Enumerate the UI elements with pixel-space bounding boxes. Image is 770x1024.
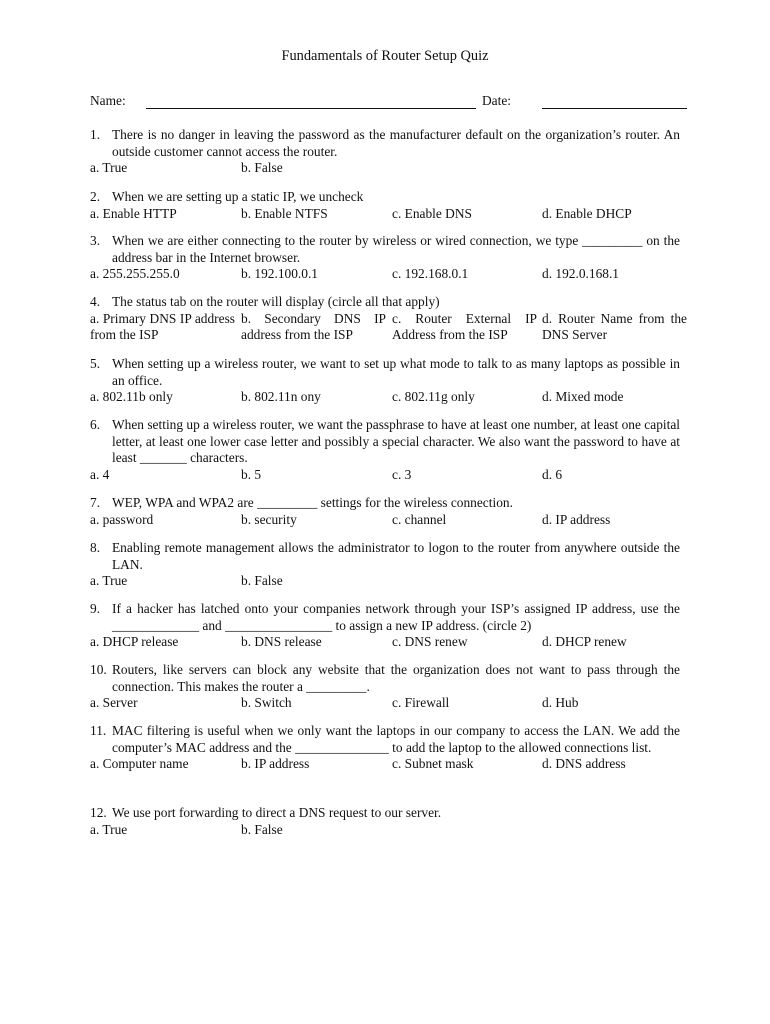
- question-text: [90, 662, 680, 695]
- option-a[interactable]: a. 4: [90, 466, 110, 482]
- option-b[interactable]: b. Enable NTFS: [241, 205, 328, 221]
- option-c[interactable]: c. Firewall: [392, 695, 450, 710]
- question-text: [90, 540, 680, 573]
- answer-options: [90, 695, 680, 712]
- option-d[interactable]: d. IP address: [542, 511, 611, 527]
- question-10: [90, 662, 680, 712]
- question-stem: Enabling remote management allows the administrator to logon to the router from anywhere outside the LAN.: [112, 540, 680, 572]
- option-b[interactable]: b. 802.11n ony: [241, 389, 321, 404]
- date-blank[interactable]: [542, 108, 687, 109]
- option-c[interactable]: c. Router External IP Address from the ISP: [392, 310, 537, 342]
- question-stem: When we are setting up a static IP, we uncheck: [112, 189, 364, 204]
- question-stem: MAC filtering is useful when we only want the laptops in our company to access the LAN. We add the computer’s MAC address and the ______________ to add the laptop to the allowed connections list.: [112, 723, 680, 755]
- question-number: 1.: [90, 127, 101, 142]
- answer-options: [90, 634, 680, 651]
- option-b[interactable]: b. IP address: [241, 756, 310, 771]
- option-d[interactable]: d. 192.0.168.1: [542, 266, 619, 281]
- question-stem: We use port forwarding to direct a DNS request to our server.: [112, 805, 442, 820]
- question-stem: The status tab on the router will display (circle all that apply): [112, 294, 440, 309]
- question-stem: When we are either connecting to the router by wireless or wired connection, we type _________ on the address bar in the Internet browser.: [112, 233, 680, 265]
- question-3: [90, 233, 680, 283]
- option-a[interactable]: a. password: [90, 511, 154, 527]
- question-stem: Routers, like servers can block any website that the organization does not want to pass through the connection. This makes the router a _________.: [112, 662, 680, 694]
- answer-options: [90, 512, 680, 529]
- question-text: [90, 417, 680, 467]
- question-number: 10.: [90, 662, 107, 677]
- option-a[interactable]: a. Computer name: [90, 756, 189, 771]
- question-2: [90, 189, 680, 222]
- question-text: [90, 356, 680, 389]
- question-text: [90, 233, 680, 266]
- option-a[interactable]: a. True: [90, 160, 128, 175]
- question-stem: There is no danger in leaving the password as the manufacturer default on the organization’s router. An outside customer cannot access the router.: [112, 127, 680, 159]
- question-5: [90, 356, 680, 406]
- question-6: [90, 417, 680, 483]
- answer-options: [90, 160, 680, 177]
- answer-options: [90, 389, 680, 406]
- option-b[interactable]: b. Switch: [241, 695, 292, 710]
- question-stem: WEP, WPA and WPA2 are _________ settings for the wireless connection.: [112, 495, 513, 510]
- option-a[interactable]: a. True: [90, 821, 128, 837]
- answer-options: [90, 266, 680, 283]
- question-stem: When setting up a wireless router, we want to set up what mode to talk to as many laptops as possible in an office.: [112, 356, 680, 388]
- question-number: 7.: [90, 495, 101, 510]
- option-c[interactable]: c. 802.11g only: [392, 389, 475, 404]
- option-b[interactable]: b. DNS release: [241, 634, 322, 649]
- answer-options: [90, 467, 680, 484]
- option-a[interactable]: a. Primary DNS IP address from the ISP: [90, 310, 235, 342]
- option-a[interactable]: a. Server: [90, 695, 138, 710]
- question-number: 6.: [90, 417, 101, 432]
- question-text: [90, 495, 680, 512]
- question-text: [90, 601, 680, 634]
- option-a[interactable]: a. Enable HTTP: [90, 205, 177, 221]
- option-c[interactable]: c. 192.168.0.1: [392, 266, 469, 281]
- option-b[interactable]: b. False: [241, 821, 283, 837]
- question-text: [90, 723, 680, 756]
- question-number: 8.: [90, 540, 101, 555]
- option-c[interactable]: c. Enable DNS: [392, 205, 472, 221]
- option-b[interactable]: b. False: [241, 573, 283, 588]
- answer-options: [90, 573, 680, 590]
- question-number: 5.: [90, 356, 101, 371]
- option-d[interactable]: d. DNS address: [542, 756, 626, 771]
- question-4: [90, 294, 687, 344]
- option-c[interactable]: c. channel: [392, 511, 447, 527]
- question-text: [90, 805, 680, 822]
- option-c[interactable]: c. Subnet mask: [392, 756, 474, 771]
- question-number: 2.: [90, 189, 101, 204]
- option-b[interactable]: b. Secondary DNS IP address from the ISP: [241, 310, 386, 342]
- question-text: [90, 127, 680, 160]
- name-blank[interactable]: [146, 108, 476, 109]
- date-label: Date:: [482, 93, 511, 108]
- question-stem: If a hacker has latched onto your companies network through your ISP’s assigned IP address, use the _____________ and ________________ to assign a new IP address. (circle 2): [112, 601, 680, 633]
- question-11: [90, 723, 680, 773]
- answer-options: [90, 206, 680, 223]
- question-7: [90, 495, 680, 528]
- option-b[interactable]: b. False: [241, 160, 283, 175]
- question-number: 9.: [90, 601, 101, 616]
- option-a[interactable]: a. True: [90, 573, 128, 588]
- option-a[interactable]: a. DHCP release: [90, 634, 179, 649]
- option-a[interactable]: a. 802.11b only: [90, 389, 173, 404]
- question-number: 12.: [90, 805, 107, 820]
- question-text: [90, 294, 680, 311]
- page-title: Fundamentals of Router Setup Quiz: [281, 48, 489, 64]
- option-d[interactable]: d. Hub: [542, 695, 579, 710]
- option-d[interactable]: d. Router Name from the DNS Server: [542, 310, 687, 342]
- question-8: [90, 540, 680, 590]
- question-1: [90, 127, 680, 177]
- option-d[interactable]: d. 6: [542, 466, 563, 482]
- option-a[interactable]: a. 255.255.255.0: [90, 266, 180, 281]
- option-d[interactable]: d. DHCP renew: [542, 634, 627, 649]
- option-b[interactable]: b. security: [241, 511, 297, 527]
- option-c[interactable]: c. 3: [392, 466, 412, 482]
- question-number: 4.: [90, 294, 101, 309]
- question-12: [90, 805, 680, 838]
- answer-options: [90, 822, 680, 839]
- option-c[interactable]: c. DNS renew: [392, 634, 468, 649]
- option-b[interactable]: b. 192.100.0.1: [241, 266, 318, 281]
- question-text: [90, 189, 680, 206]
- option-d[interactable]: d. Enable DHCP: [542, 205, 632, 221]
- question-stem: When setting up a wireless router, we want the passphrase to have at least one number, at least one capital letter, at least one lower case letter and possibly a special character. We also want the password to have at least _______ characters.: [112, 417, 680, 465]
- name-label: Name:: [90, 93, 126, 108]
- name-date-line: [90, 93, 690, 113]
- answer-options: [90, 756, 680, 773]
- question-number: 3.: [90, 233, 101, 248]
- question-number: 11.: [90, 723, 107, 738]
- option-b[interactable]: b. 5: [241, 466, 262, 482]
- question-9: [90, 601, 680, 651]
- option-d[interactable]: d. Mixed mode: [542, 389, 624, 404]
- answer-options: [90, 310, 687, 344]
